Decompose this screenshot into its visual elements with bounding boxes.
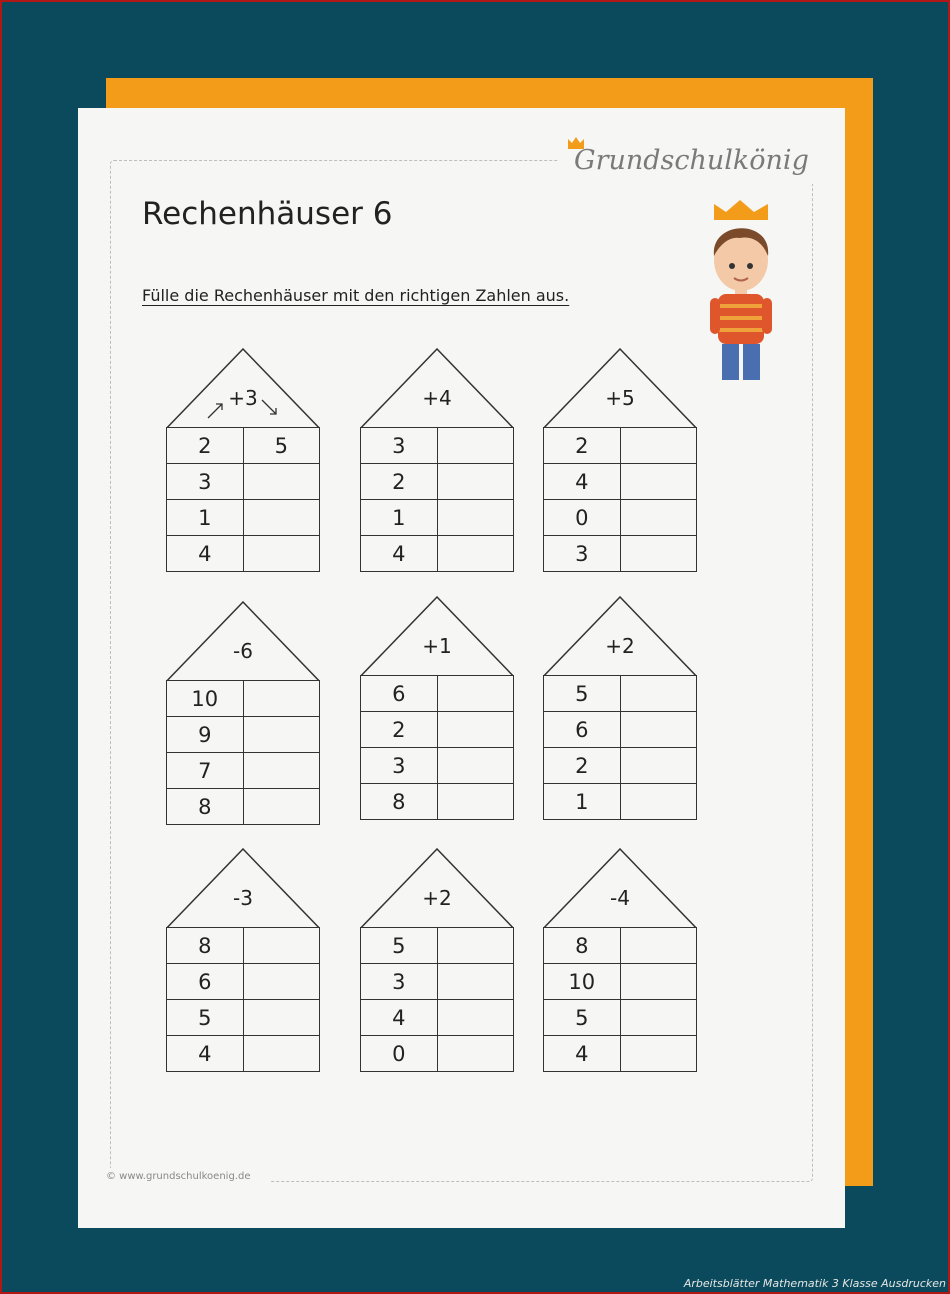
input-number-cell: 5 [544,676,621,712]
house-row [544,928,697,964]
answer-cell[interactable] [437,676,514,712]
house-table [166,427,320,572]
house-operation: +3 [228,386,258,410]
input-number-cell: 3 [361,964,438,1000]
answer-cell[interactable] [437,536,514,572]
house-operation: +2 [605,634,635,658]
input-number-cell: 3 [361,428,438,464]
input-number-cell: 4 [544,1036,621,1072]
input-number-cell: 7 [167,753,244,789]
house-table [166,927,320,1072]
input-number-cell: 0 [361,1036,438,1072]
house-row [167,681,320,717]
house-row [167,1000,320,1036]
brand-logo: Grundschulkönig [574,145,809,176]
answer-cell[interactable] [437,428,514,464]
house-row [167,717,320,753]
answer-cell[interactable] [620,928,697,964]
house-operation: +1 [422,634,452,658]
page-title: Rechenhäuser 6 [142,196,393,232]
house-row [544,748,697,784]
house-row [361,1000,514,1036]
input-number-cell: 0 [544,500,621,536]
input-number-cell: 2 [167,428,244,464]
house-row [544,964,697,1000]
house-row [361,428,514,464]
house-table [543,927,697,1072]
input-number-cell: 4 [544,464,621,500]
answer-cell[interactable] [243,789,320,825]
house-row [361,712,514,748]
input-number-cell: 8 [167,789,244,825]
house-row [544,1000,697,1036]
answer-cell[interactable] [437,1000,514,1036]
calc-house [360,596,514,820]
input-number-cell: 4 [167,1036,244,1072]
calc-house [543,848,697,1072]
input-number-cell: 4 [167,536,244,572]
input-number-cell: 2 [361,464,438,500]
answer-cell[interactable] [437,784,514,820]
answer-cell[interactable] [620,464,697,500]
house-row [167,464,320,500]
input-number-cell: 4 [361,1000,438,1036]
input-number-cell: 6 [361,676,438,712]
answer-cell[interactable] [437,712,514,748]
house-row [544,676,697,712]
input-number-cell: 2 [544,748,621,784]
footer-copyright: © www.grundschulkoenig.de [106,1171,251,1182]
watermark-caption: Arbeitsblätter Mathematik 3 Klasse Ausdrucken [683,1277,946,1290]
input-number-cell: 9 [167,717,244,753]
instruction-text: Fülle die Rechenhäuser mit den richtigen Zahlen aus. [142,286,570,305]
answer-cell[interactable] [620,1000,697,1036]
house-operation: -4 [610,886,630,910]
house-row [167,928,320,964]
house-table [166,680,320,825]
input-number-cell: 1 [361,500,438,536]
house-row [361,784,514,820]
house-row [544,536,697,572]
house-operation: -6 [233,639,253,663]
calc-house [166,848,320,1072]
house-row [544,784,697,820]
answer-cell[interactable] [437,464,514,500]
answer-cell[interactable] [620,536,697,572]
house-row [361,964,514,1000]
answer-cell[interactable] [243,928,320,964]
boy-with-crown-illustration [700,200,786,384]
answer-cell[interactable] [437,964,514,1000]
calc-house [543,348,697,572]
house-row [544,428,697,464]
input-number-cell: 8 [361,784,438,820]
input-number-cell: 8 [167,928,244,964]
house-row [167,789,320,825]
answer-cell[interactable] [620,500,697,536]
house-row [361,464,514,500]
house-row [544,1036,697,1072]
answer-cell[interactable] [620,748,697,784]
calc-house [543,596,697,820]
answer-cell[interactable] [243,464,320,500]
house-table [543,675,697,820]
house-row [544,712,697,748]
answer-cell[interactable] [620,964,697,1000]
answer-cell[interactable] [243,964,320,1000]
input-number-cell: 2 [544,428,621,464]
answer-cell[interactable] [620,676,697,712]
answer-cell[interactable]: 5 [243,428,320,464]
answer-cell[interactable] [243,681,320,717]
input-number-cell: 10 [544,964,621,1000]
answer-cell[interactable] [243,753,320,789]
input-number-cell: 10 [167,681,244,717]
answer-cell[interactable] [437,748,514,784]
house-row [167,1036,320,1072]
answer-cell[interactable] [620,1036,697,1072]
house-row [361,748,514,784]
calc-house [360,848,514,1072]
house-table [360,927,514,1072]
answer-cell[interactable] [620,784,697,820]
house-operation: +4 [422,386,452,410]
answer-cell[interactable] [243,500,320,536]
house-row [544,500,697,536]
house-row [361,928,514,964]
house-row [361,536,514,572]
answer-cell[interactable] [437,500,514,536]
house-table [543,427,697,572]
input-number-cell: 2 [361,712,438,748]
input-number-cell: 4 [361,536,438,572]
house-table [360,675,514,820]
answer-cell[interactable] [243,1000,320,1036]
calc-house [166,348,320,572]
answer-cell[interactable] [620,428,697,464]
input-number-cell: 3 [361,748,438,784]
answer-cell[interactable] [243,536,320,572]
house-row [361,500,514,536]
answer-cell[interactable] [243,717,320,753]
house-row [167,753,320,789]
input-number-cell: 6 [167,964,244,1000]
calc-house [360,348,514,572]
input-number-cell: 3 [167,464,244,500]
house-row [167,428,320,464]
house-row [361,1036,514,1072]
calc-house [166,601,320,825]
answer-cell[interactable] [437,928,514,964]
answer-cell[interactable] [437,1036,514,1072]
input-number-cell: 1 [167,500,244,536]
house-operation: -3 [233,886,253,910]
house-row [167,500,320,536]
input-number-cell: 1 [544,784,621,820]
input-number-cell: 3 [544,536,621,572]
answer-cell[interactable] [620,712,697,748]
input-number-cell: 5 [361,928,438,964]
input-number-cell: 5 [167,1000,244,1036]
input-number-cell: 5 [544,1000,621,1036]
house-table [360,427,514,572]
house-row [167,536,320,572]
house-row [361,676,514,712]
house-operation: +2 [422,886,452,910]
input-number-cell: 6 [544,712,621,748]
house-row [544,464,697,500]
house-operation: +5 [605,386,635,410]
answer-cell[interactable] [243,1036,320,1072]
input-number-cell: 8 [544,928,621,964]
house-row [167,964,320,1000]
